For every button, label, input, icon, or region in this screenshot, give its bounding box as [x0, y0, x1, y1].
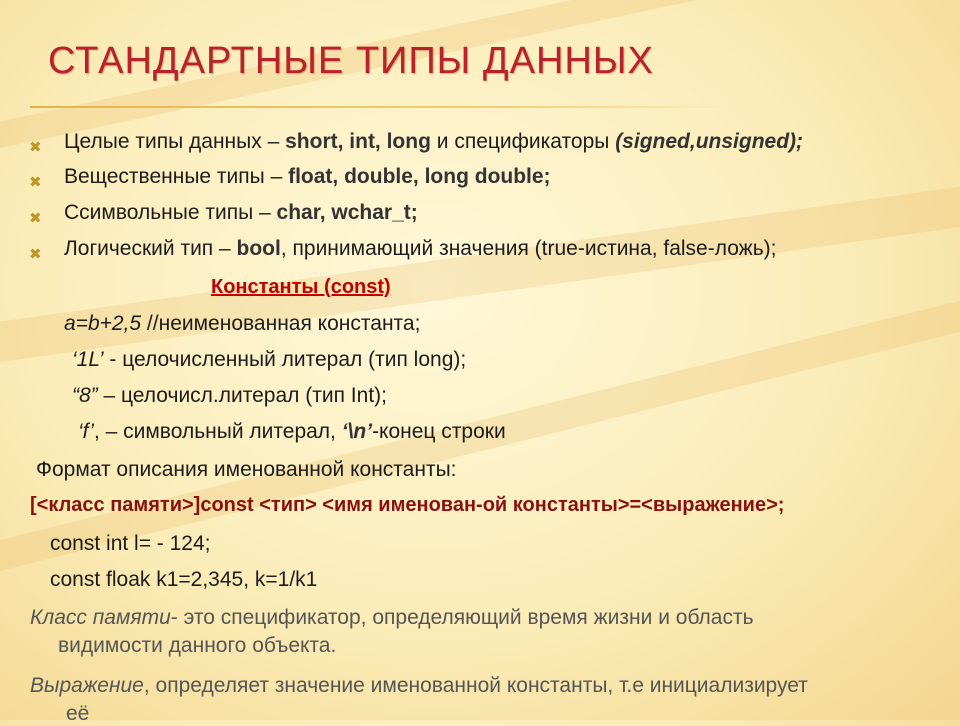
x-mark-bullet-icon: ✖ [29, 246, 42, 263]
constants-heading: Константы (const) [211, 276, 391, 298]
bullet-keywords: bool [236, 237, 281, 260]
bullet-item-real-types [64, 165, 551, 189]
x-mark-bullet-icon: ✖ [29, 210, 42, 227]
bullet-item-integer-types [64, 130, 803, 154]
definition-term: Класс памяти [30, 606, 171, 629]
bullet-keywords: char, wchar_t; [276, 201, 418, 224]
example-text: - целочисленный литерал (тип long); [103, 348, 467, 371]
definition-continuation: её [66, 702, 90, 725]
slide-title: СТАНДАРТНЫЕ ТИПЫ ДАННЫХ [48, 40, 654, 82]
bullet-text: Вещественные типы – [64, 165, 289, 188]
definition-text: - это спецификатор, определяющий время жизни и область [170, 606, 754, 629]
example-comment: //неименованная константа; [141, 312, 421, 335]
bullet-text: Ссимвольные типы – [64, 201, 277, 224]
example-long-literal [72, 348, 466, 372]
bullet-text: , принимающий значения (true-истина, false-ложь); [280, 237, 777, 260]
example-text: -конец строки [372, 420, 506, 443]
definition-storage-class [30, 606, 754, 630]
bullet-item-char-types [64, 201, 418, 225]
bullet-text: и спецификаторы [430, 130, 616, 153]
x-mark-bullet-icon: ✖ [29, 139, 42, 156]
example-text: – целочисл.литерал (тип Int); [97, 384, 387, 407]
example-unnamed-constant [64, 312, 420, 336]
example-text: , – символьный литерал, [93, 420, 342, 443]
example-literal: ‘f’ [78, 420, 94, 443]
bullet-keywords: short, int, long [285, 130, 431, 153]
title-underline [30, 106, 730, 108]
bullet-specifiers: (signed,unsigned); [615, 130, 804, 153]
bullet-item-bool-type [64, 237, 776, 261]
x-mark-bullet-icon: ✖ [29, 174, 42, 191]
definition-term: Выражение [30, 674, 144, 697]
example-char-literal [78, 420, 506, 444]
example-literal: “8” [72, 384, 98, 407]
bullet-keywords: float, double, long double; [288, 165, 551, 188]
bullet-text: Целые типы данных – [64, 130, 286, 153]
code-line: const floak k1=2,345, k=1/k1 [50, 568, 318, 591]
example-literal: ‘1L’ [72, 348, 104, 371]
example-code: a=b+2,5 [64, 312, 142, 335]
example-int-literal [72, 384, 387, 408]
definition-text: , определяет значение именованной константы, т.е инициализирует [143, 674, 808, 697]
code-line: const int l= - 124; [50, 532, 211, 555]
format-label: Формат описания именованной константы: [36, 458, 457, 481]
definition-continuation: видимости данного объекта. [58, 634, 337, 657]
bullet-text: Логический тип – [64, 237, 237, 260]
format-syntax: [<класс памяти>]const <тип> <имя именован-ой константы>=<выражение>; [30, 494, 785, 516]
example-literal-newline: ‘\n’ [341, 420, 373, 443]
definition-expression [30, 674, 808, 698]
